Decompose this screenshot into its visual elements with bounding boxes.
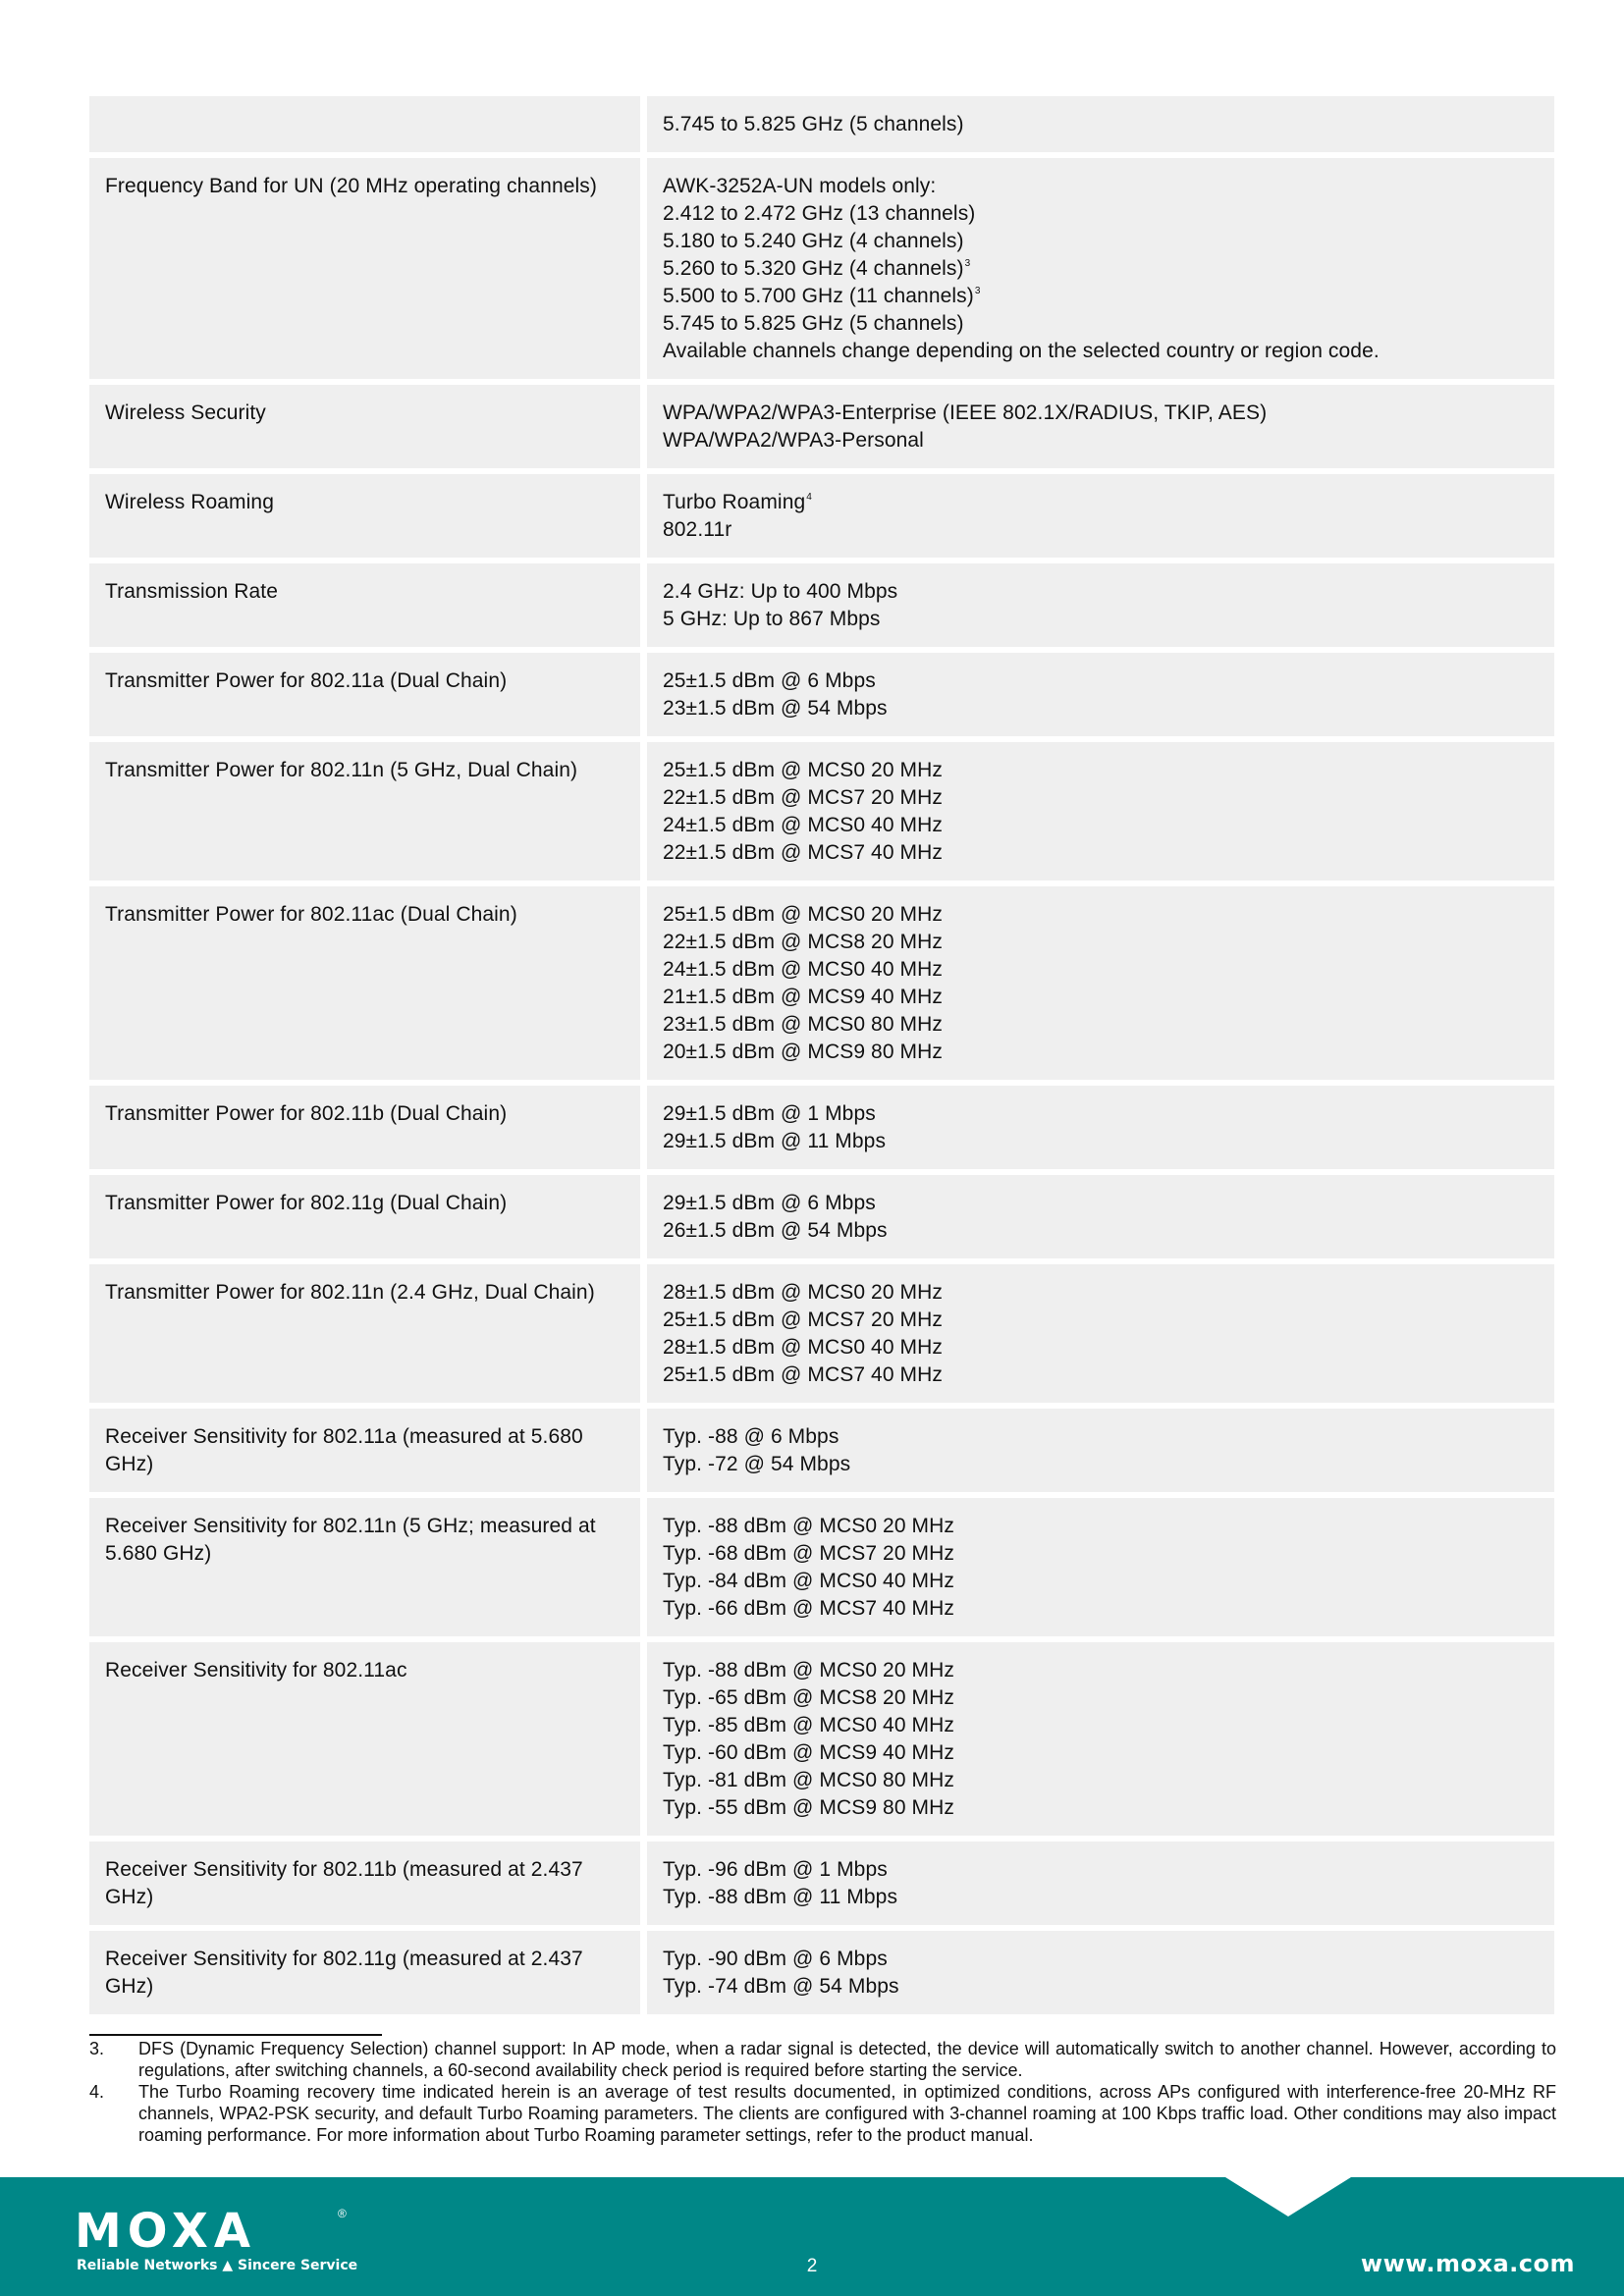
- footnote-number: 3.: [89, 2039, 105, 2058]
- spec-label: [89, 1175, 640, 1258]
- spec-value-text: 5.260 to 5.320 GHz (4 channels): [663, 257, 964, 280]
- spec-value-text: Typ. -88 dBm @ 11 Mbps: [663, 1886, 898, 1908]
- spec-row: [89, 1086, 1554, 1169]
- spec-value-line: [663, 1540, 1541, 1568]
- spec-value-line: [663, 338, 1541, 365]
- spec-value-text: 25±1.5 dBm @ MCS0 20 MHz: [663, 759, 944, 781]
- spec-value-line: [663, 901, 1541, 929]
- spec-value-line: [663, 1856, 1541, 1884]
- footnote-ref: 4: [806, 492, 812, 503]
- spec-label: [89, 1842, 640, 1925]
- page-footer: [0, 2177, 1624, 2296]
- spec-value-text: 22±1.5 dBm @ MCS7 20 MHz: [663, 786, 944, 809]
- spec-row: [89, 158, 1554, 379]
- spec-value-text: Typ. -85 dBm @ MCS0 40 MHz: [663, 1714, 954, 1736]
- spec-value-text: 21±1.5 dBm @ MCS9 40 MHz: [663, 986, 944, 1008]
- spec-value: [647, 1086, 1554, 1169]
- spec-value-line: [663, 984, 1541, 1011]
- spec-value-text: AWK-3252A-UN models only:: [663, 175, 937, 197]
- spec-value-text: 2.4 GHz: Up to 400 Mbps: [663, 580, 898, 603]
- spec-value: [647, 1264, 1554, 1403]
- spec-label-line: Wireless Roaming: [105, 491, 274, 513]
- spec-label-line: 5.680 GHz): [105, 1542, 212, 1565]
- spec-value-line: [663, 1100, 1541, 1128]
- spec-value-line: [663, 173, 1541, 200]
- spec-value-text: 25±1.5 dBm @ 6 Mbps: [663, 669, 876, 692]
- spec-value-text: Typ. -60 dBm @ MCS9 40 MHz: [663, 1741, 954, 1764]
- spec-value: [647, 96, 1554, 152]
- spec-label: [89, 1409, 640, 1492]
- spec-row: [89, 1842, 1554, 1925]
- spec-value-line: [663, 929, 1541, 956]
- spec-value-line: [663, 695, 1541, 722]
- logo-tagline: Reliable Networks ▲ Sincere Service: [77, 2258, 358, 2273]
- spec-value-text: 24±1.5 dBm @ MCS0 40 MHz: [663, 958, 944, 981]
- spec-label-line: Receiver Sensitivity for 802.11b (measured at 2.437: [105, 1858, 583, 1881]
- footnote: [89, 2038, 1556, 2081]
- spec-value-line: [663, 516, 1541, 544]
- spec-value: [647, 385, 1554, 468]
- spec-row: [89, 1498, 1554, 1636]
- spec-value: [647, 474, 1554, 558]
- spec-value-text: 22±1.5 dBm @ MCS7 40 MHz: [663, 841, 944, 864]
- spec-value-line: [663, 1739, 1541, 1767]
- spec-label: [89, 474, 640, 558]
- spec-value-line: [663, 839, 1541, 867]
- spec-value-text: Turbo Roaming: [663, 491, 806, 513]
- footnote-divider: [89, 2034, 382, 2036]
- spec-value-text: 24±1.5 dBm @ MCS0 40 MHz: [663, 814, 944, 836]
- spec-label: [89, 1498, 640, 1636]
- spec-value-line: [663, 1423, 1541, 1451]
- spec-value: [647, 653, 1554, 736]
- spec-value-line: [663, 427, 1541, 454]
- spec-row: [89, 1175, 1554, 1258]
- spec-value-line: [663, 1307, 1541, 1334]
- spec-value-text: 26±1.5 dBm @ 54 Mbps: [663, 1219, 888, 1242]
- spec-value-text: WPA/WPA2/WPA3-Personal: [663, 429, 924, 452]
- spec-value-line: [663, 1684, 1541, 1712]
- spec-label-line: Receiver Sensitivity for 802.11ac: [105, 1659, 407, 1682]
- footnote-ref: 3: [964, 258, 971, 269]
- spec-value-line: [663, 1334, 1541, 1362]
- footnotes: [89, 2038, 1556, 2146]
- spec-value-line: [663, 578, 1541, 606]
- spec-value-line: [663, 489, 1541, 516]
- spec-label: [89, 653, 640, 736]
- spec-value-line: [663, 956, 1541, 984]
- spec-value-text: Typ. -65 dBm @ MCS8 20 MHz: [663, 1686, 954, 1709]
- spec-value-text: Typ. -66 dBm @ MCS7 40 MHz: [663, 1597, 954, 1620]
- spec-value-text: 23±1.5 dBm @ MCS0 80 MHz: [663, 1013, 944, 1036]
- logo-wordmark: MOXA: [75, 2204, 257, 2259]
- spec-label-line: Receiver Sensitivity for 802.11g (measured at 2.437: [105, 1948, 583, 1970]
- spec-value-line: [663, 1362, 1541, 1389]
- spec-value: [647, 1931, 1554, 2014]
- spec-value-text: 5.745 to 5.825 GHz (5 channels): [663, 312, 964, 335]
- spec-value-line: [663, 1884, 1541, 1911]
- spec-value-text: 5 GHz: Up to 867 Mbps: [663, 608, 881, 630]
- spec-value: [647, 886, 1554, 1080]
- spec-value-line: [663, 784, 1541, 812]
- spec-value-text: Typ. -90 dBm @ 6 Mbps: [663, 1948, 888, 1970]
- spec-value-line: [663, 1595, 1541, 1623]
- spec-label: [89, 385, 640, 468]
- spec-value-text: Typ. -88 dBm @ MCS0 20 MHz: [663, 1659, 954, 1682]
- spec-label: [89, 96, 640, 152]
- spec-value-line: [663, 1451, 1541, 1478]
- spec-value-line: [663, 1190, 1541, 1217]
- spec-label: [89, 1086, 640, 1169]
- spec-value-text: 25±1.5 dBm @ MCS0 20 MHz: [663, 903, 944, 926]
- spec-label-line: Transmitter Power for 802.11a (Dual Chain): [105, 669, 508, 692]
- spec-value-line: [663, 1946, 1541, 1973]
- spec-value-text: 5.745 to 5.825 GHz (5 channels): [663, 113, 964, 135]
- spec-label-line: GHz): [105, 1453, 154, 1475]
- registered-mark: ®: [338, 2207, 347, 2220]
- spec-value-text: Typ. -55 dBm @ MCS9 80 MHz: [663, 1796, 954, 1819]
- footnote-ref: 3: [974, 286, 981, 296]
- spec-value-line: [663, 1279, 1541, 1307]
- spec-value-line: [663, 200, 1541, 228]
- spec-row: [89, 1264, 1554, 1403]
- spec-value-line: [663, 667, 1541, 695]
- spec-value-line: [663, 1973, 1541, 2001]
- spec-value-line: [663, 812, 1541, 839]
- spec-value-text: 20±1.5 dBm @ MCS9 80 MHz: [663, 1041, 944, 1063]
- spec-value-line: [663, 1657, 1541, 1684]
- spec-value: [647, 1498, 1554, 1636]
- spec-row: [89, 1409, 1554, 1492]
- spec-value-text: 28±1.5 dBm @ MCS0 20 MHz: [663, 1281, 944, 1304]
- spec-value-text: Typ. -88 dBm @ MCS0 20 MHz: [663, 1515, 954, 1537]
- footnote: [89, 2081, 1556, 2146]
- spec-value-text: 802.11r: [663, 518, 732, 541]
- spec-value-text: 29±1.5 dBm @ 11 Mbps: [663, 1130, 887, 1152]
- spec-label-line: Wireless Security: [105, 401, 266, 424]
- website-link[interactable]: www.moxa.com: [1360, 2250, 1575, 2277]
- spec-row: [89, 886, 1554, 1080]
- spec-value-line: [663, 757, 1541, 784]
- spec-label-line: Transmitter Power for 802.11ac (Dual Chain): [105, 903, 517, 926]
- spec-value-text: 23±1.5 dBm @ 54 Mbps: [663, 697, 888, 720]
- spec-label-line: Transmission Rate: [105, 580, 278, 603]
- spec-value-text: Typ. -68 dBm @ MCS7 20 MHz: [663, 1542, 954, 1565]
- spec-label-line: GHz): [105, 1975, 154, 1998]
- spec-value-text: Typ. -96 dBm @ 1 Mbps: [663, 1858, 888, 1881]
- footnote-number: 4.: [89, 2082, 105, 2102]
- spec-label-line: Receiver Sensitivity for 802.11n (5 GHz; measured at: [105, 1515, 596, 1537]
- spec-row: [89, 1642, 1554, 1836]
- spec-value: [647, 563, 1554, 647]
- spec-value-text: 25±1.5 dBm @ MCS7 40 MHz: [663, 1363, 944, 1386]
- spec-value-text: Typ. -88 @ 6 Mbps: [663, 1425, 839, 1448]
- spec-row: [89, 96, 1554, 152]
- spec-value-text: Typ. -74 dBm @ 54 Mbps: [663, 1975, 899, 1998]
- spec-value-line: [663, 1011, 1541, 1039]
- spec-value-line: [663, 1794, 1541, 1822]
- spec-value-text: WPA/WPA2/WPA3-Enterprise (IEEE 802.1X/RADIUS, TKIP, AES): [663, 401, 1268, 424]
- spec-value: [647, 1409, 1554, 1492]
- spec-row: [89, 563, 1554, 647]
- spec-label: [89, 1264, 640, 1403]
- spec-value-line: [663, 1128, 1541, 1155]
- spec-value-text: Typ. -72 @ 54 Mbps: [663, 1453, 851, 1475]
- spec-label-line: Transmitter Power for 802.11b (Dual Chain): [105, 1102, 508, 1125]
- spec-label-line: Transmitter Power for 802.11n (5 GHz, Dual Chain): [105, 759, 578, 781]
- spec-value: [647, 1842, 1554, 1925]
- page-number: 2: [806, 2256, 818, 2276]
- spec-value-text: Available channels change depending on the selected country or region code.: [663, 340, 1380, 362]
- spec-value-text: 25±1.5 dBm @ MCS7 20 MHz: [663, 1308, 944, 1331]
- spec-value-line: [663, 1039, 1541, 1066]
- spec-row: [89, 653, 1554, 736]
- spec-label: [89, 742, 640, 881]
- footnote-text: The Turbo Roaming recovery time indicated herein is an average of test results documented, in optimized conditions, across APs configured with interference-free 20-MHz RF channels, WPA2-PSK security, and default Turbo Roaming parameters. The clients are configured with 3-channel roaming at 100 Kbps traffic load. Other conditions may also impact roaming performance. For more information about Turbo Roaming parameter settings, refer to the product manual.: [138, 2082, 1556, 2145]
- spec-value-line: [663, 1217, 1541, 1245]
- footer-notch: [1225, 2177, 1351, 2216]
- spec-table: [89, 96, 1554, 2014]
- spec-label-line: Receiver Sensitivity for 802.11a (measured at 5.680: [105, 1425, 583, 1448]
- spec-value-text: 28±1.5 dBm @ MCS0 40 MHz: [663, 1336, 944, 1359]
- spec-value-line: [663, 228, 1541, 255]
- spec-value: [647, 742, 1554, 881]
- spec-value-text: 29±1.5 dBm @ 6 Mbps: [663, 1192, 876, 1214]
- spec-value: [647, 158, 1554, 379]
- spec-value-line: [663, 310, 1541, 338]
- spec-value-line: [663, 1513, 1541, 1540]
- spec-value-text: 29±1.5 dBm @ 1 Mbps: [663, 1102, 876, 1125]
- spec-value-line: [663, 606, 1541, 633]
- spec-value: [647, 1642, 1554, 1836]
- spec-row: [89, 1931, 1554, 2014]
- spec-row: [89, 742, 1554, 881]
- spec-label: [89, 886, 640, 1080]
- spec-row: [89, 385, 1554, 468]
- spec-value: [647, 1175, 1554, 1258]
- moxa-logo: [75, 2204, 369, 2275]
- spec-label-line: Transmitter Power for 802.11g (Dual Chain): [105, 1192, 508, 1214]
- spec-label: [89, 1931, 640, 2014]
- spec-label: [89, 158, 640, 379]
- spec-label: [89, 1642, 640, 1836]
- spec-value-text: Typ. -81 dBm @ MCS0 80 MHz: [663, 1769, 954, 1791]
- spec-value-text: 5.500 to 5.700 GHz (11 channels): [663, 285, 974, 307]
- spec-label-line: Frequency Band for UN (20 MHz operating channels): [105, 175, 597, 197]
- spec-value-line: [663, 1568, 1541, 1595]
- spec-value-text: 5.180 to 5.240 GHz (4 channels): [663, 230, 964, 252]
- spec-value-line: [663, 283, 1541, 310]
- spec-value-line: [663, 1767, 1541, 1794]
- footnote-text: DFS (Dynamic Frequency Selection) channel support: In AP mode, when a radar signal is detected, the device will automatically switch to another channel. However, according to regulations, after switching channels, a 60-second availability check period is required before starting the service.: [138, 2039, 1556, 2080]
- spec-label-line: GHz): [105, 1886, 154, 1908]
- spec-value-text: Typ. -84 dBm @ MCS0 40 MHz: [663, 1570, 954, 1592]
- spec-value-line: [663, 1712, 1541, 1739]
- spec-label-line: Transmitter Power for 802.11n (2.4 GHz, Dual Chain): [105, 1281, 595, 1304]
- spec-row: [89, 474, 1554, 558]
- spec-label: [89, 563, 640, 647]
- spec-value-text: 2.412 to 2.472 GHz (13 channels): [663, 202, 976, 225]
- spec-value-text: 22±1.5 dBm @ MCS8 20 MHz: [663, 931, 944, 953]
- spec-value-line: [663, 400, 1541, 427]
- spec-value-line: [663, 111, 1541, 138]
- spec-value-line: [663, 255, 1541, 283]
